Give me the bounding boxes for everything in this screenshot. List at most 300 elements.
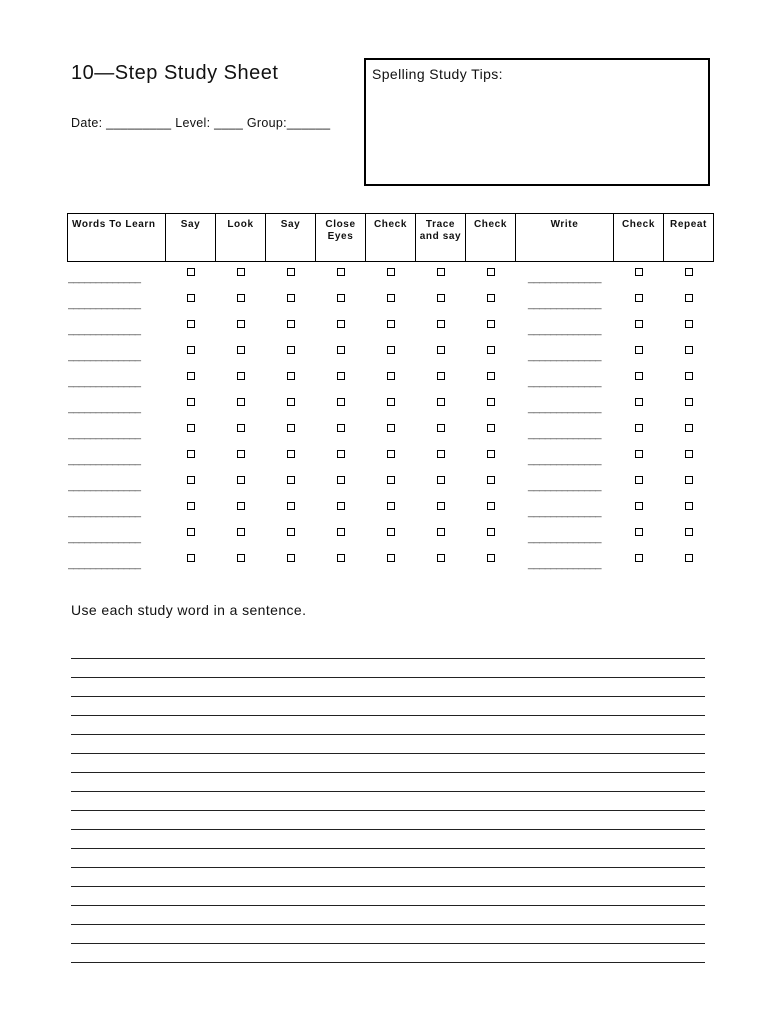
checkbox[interactable] [437,320,445,328]
table-row [68,288,714,314]
sentence-line[interactable] [71,811,705,830]
checkbox[interactable] [337,554,345,562]
checkbox[interactable] [337,450,345,458]
sentence-line[interactable] [71,697,705,716]
write-blank[interactable]: _____________ [527,402,602,414]
header-repeat: Repeat [664,214,714,262]
table-cell [664,366,714,392]
checkbox[interactable] [237,476,245,484]
word-blank[interactable]: _____________ [67,532,141,544]
checkbox[interactable] [187,554,195,562]
table-cell [516,340,614,366]
page-title: 10—Step Study Sheet [71,62,279,84]
sentence-line[interactable] [71,659,705,678]
checkbox[interactable] [287,476,295,484]
sentence-prompt: Use each study word in a sentence. [71,602,307,618]
study-table-body [68,262,714,575]
checkbox[interactable] [387,294,395,302]
table-cell [366,444,416,470]
word-blank[interactable]: _____________ [67,298,141,310]
checkbox[interactable] [237,268,245,276]
sentence-line[interactable] [71,887,705,906]
checkbox[interactable] [237,320,245,328]
checkbox[interactable] [287,528,295,536]
table-cell [416,288,466,314]
table-cell [516,366,614,392]
checkbox[interactable] [635,320,643,328]
table-cell [416,392,466,418]
checkbox[interactable] [685,554,693,562]
checkbox[interactable] [187,424,195,432]
sentence-line[interactable] [71,944,705,963]
checkbox[interactable] [237,554,245,562]
table-cell [166,340,216,366]
word-blank[interactable]: _____________ [67,506,141,518]
checkbox[interactable] [685,398,693,406]
table-cell [416,548,466,574]
table-cell [266,418,316,444]
table-cell [516,288,614,314]
checkbox[interactable] [437,268,445,276]
table-cell [416,496,466,522]
table-cell [266,470,316,496]
table-cell [166,548,216,574]
table-cell [466,314,516,340]
table-cell [366,314,416,340]
table-cell [316,262,366,289]
table-cell [466,366,516,392]
table-row [68,340,714,366]
table-row [68,392,714,418]
checkbox[interactable] [635,268,643,276]
table-row [68,522,714,548]
checkbox[interactable] [187,476,195,484]
table-cell [216,288,266,314]
sentence-line[interactable] [71,849,705,868]
checkbox[interactable] [387,450,395,458]
table-row [68,470,714,496]
sentence-line[interactable] [71,868,705,887]
table-cell [266,288,316,314]
table-cell [516,496,614,522]
table-row [68,314,714,340]
checkbox[interactable] [337,320,345,328]
word-blank[interactable]: _____________ [67,376,141,388]
checkbox[interactable] [237,424,245,432]
table-row [68,496,714,522]
header-say-2: Say [266,214,316,262]
write-blank[interactable]: _____________ [527,506,602,518]
word-blank[interactable]: _____________ [67,454,141,466]
table-cell [614,418,664,444]
sentence-line[interactable] [71,640,705,659]
checkbox[interactable] [685,502,693,510]
header-words-to-learn: Words To Learn [68,214,166,262]
table-row [68,548,714,574]
word-blank[interactable]: _____________ [67,324,141,336]
table-cell [216,444,266,470]
checkbox[interactable] [337,528,345,536]
checkbox[interactable] [635,372,643,380]
checkbox[interactable] [437,476,445,484]
table-cell [614,522,664,548]
table-cell [466,262,516,289]
study-table [67,213,714,574]
table-cell [216,470,266,496]
checkbox[interactable] [287,424,295,432]
table-cell [266,340,316,366]
checkbox[interactable] [487,294,495,302]
table-cell [266,262,316,289]
table-cell [614,262,664,289]
table-row [68,418,714,444]
table-cell [316,548,366,574]
table-cell [316,496,366,522]
spelling-tips-box [364,58,710,186]
table-cell [516,444,614,470]
header-check-3: Check [614,214,664,262]
checkbox[interactable] [437,502,445,510]
table-cell [466,392,516,418]
table-cell [68,444,166,470]
checkbox[interactable] [487,424,495,432]
write-blank[interactable]: _____________ [527,376,602,388]
checkbox[interactable] [437,554,445,562]
table-cell [316,470,366,496]
table-cell [416,314,466,340]
table-cell [416,444,466,470]
table-cell [416,470,466,496]
table-cell [216,522,266,548]
header-check: Check [366,214,416,262]
table-cell [466,496,516,522]
header-trace-and-say: Trace and say [416,214,466,262]
checkbox[interactable] [237,450,245,458]
table-cell [266,392,316,418]
table-cell [68,314,166,340]
checkbox[interactable] [287,502,295,510]
checkbox[interactable] [635,476,643,484]
sentence-line[interactable] [71,716,705,735]
checkbox[interactable] [287,372,295,380]
checkbox[interactable] [237,372,245,380]
checkbox[interactable] [187,502,195,510]
table-cell [266,366,316,392]
checkbox[interactable] [387,554,395,562]
table-cell [68,548,166,574]
checkbox[interactable] [635,398,643,406]
table-cell [166,470,216,496]
checkbox[interactable] [387,528,395,536]
table-cell [166,444,216,470]
table-cell [68,470,166,496]
table-cell [664,470,714,496]
word-blank[interactable]: _____________ [67,428,141,440]
table-cell [664,522,714,548]
table-header-row [68,214,714,262]
header-write: Write [516,214,614,262]
checkbox[interactable] [487,554,495,562]
checkbox[interactable] [287,320,295,328]
checkbox[interactable] [237,398,245,406]
table-cell [166,366,216,392]
table-cell [466,340,516,366]
table-cell [68,418,166,444]
checkbox[interactable] [387,398,395,406]
checkbox[interactable] [337,294,345,302]
table-cell [316,522,366,548]
write-blank[interactable]: _____________ [527,350,602,362]
checkbox[interactable] [287,294,295,302]
checkbox[interactable] [337,268,345,276]
table-cell [366,340,416,366]
write-blank[interactable]: _____________ [527,324,602,336]
checkbox[interactable] [635,554,643,562]
sentence-line[interactable] [71,906,705,925]
checkbox[interactable] [635,450,643,458]
checkbox[interactable] [387,320,395,328]
table-cell [266,548,316,574]
table-cell [664,314,714,340]
table-cell [516,522,614,548]
checkbox[interactable] [387,502,395,510]
write-blank[interactable]: _____________ [527,428,602,440]
table-cell [166,262,216,289]
word-blank[interactable]: _____________ [67,402,141,414]
checkbox[interactable] [635,528,643,536]
checkbox[interactable] [487,528,495,536]
checkbox[interactable] [487,476,495,484]
table-cell [366,288,416,314]
table-cell [416,418,466,444]
write-blank[interactable]: _____________ [527,454,602,466]
table-cell [614,392,664,418]
word-blank[interactable]: _____________ [67,480,141,492]
checkbox[interactable] [685,346,693,354]
checkbox[interactable] [187,268,195,276]
checkbox[interactable] [287,450,295,458]
table-cell [366,496,416,522]
checkbox[interactable] [437,398,445,406]
table-cell [366,366,416,392]
table-cell [266,444,316,470]
checkbox[interactable] [487,450,495,458]
table-cell [68,392,166,418]
checkbox[interactable] [187,320,195,328]
header-look: Look [216,214,266,262]
table-cell [216,340,266,366]
word-blank[interactable]: _____________ [67,272,141,284]
table-cell [266,314,316,340]
checkbox[interactable] [685,320,693,328]
sentence-line[interactable] [71,754,705,773]
table-cell [316,392,366,418]
table-cell [266,496,316,522]
table-cell [664,288,714,314]
table-cell [614,470,664,496]
checkbox[interactable] [187,528,195,536]
checkbox[interactable] [437,424,445,432]
table-cell [664,418,714,444]
checkbox[interactable] [237,294,245,302]
checkbox[interactable] [487,502,495,510]
checkbox[interactable] [387,372,395,380]
checkbox[interactable] [187,398,195,406]
checkbox[interactable] [287,346,295,354]
table-cell [68,288,166,314]
table-row [68,366,714,392]
checkbox[interactable] [685,450,693,458]
checkbox[interactable] [635,346,643,354]
header-say: Say [166,214,216,262]
checkbox[interactable] [237,346,245,354]
table-cell [664,444,714,470]
table-cell [166,288,216,314]
write-blank[interactable]: _____________ [527,532,602,544]
checkbox[interactable] [437,294,445,302]
table-cell [316,366,366,392]
checkbox[interactable] [685,268,693,276]
checkbox[interactable] [487,398,495,406]
table-cell [614,548,664,574]
table-cell [416,262,466,289]
table-cell [166,314,216,340]
table-cell [664,340,714,366]
table-cell [416,340,466,366]
table-cell [516,548,614,574]
table-cell [316,418,366,444]
table-cell [614,496,664,522]
table-cell [216,418,266,444]
checkbox[interactable] [437,372,445,380]
checkbox[interactable] [437,450,445,458]
table-cell [614,444,664,470]
table-cell [166,418,216,444]
sentence-line[interactable] [71,678,705,697]
checkbox[interactable] [685,424,693,432]
checkbox[interactable] [635,424,643,432]
write-blank[interactable]: _____________ [527,298,602,310]
table-cell [316,288,366,314]
table-cell [216,548,266,574]
table-cell [466,548,516,574]
table-cell [366,470,416,496]
word-blank[interactable]: _____________ [67,558,141,570]
checkbox[interactable] [337,372,345,380]
checkbox[interactable] [187,294,195,302]
checkbox[interactable] [685,476,693,484]
table-cell [614,314,664,340]
table-cell [516,392,614,418]
sentence-line[interactable] [71,925,705,944]
write-blank[interactable]: _____________ [527,558,602,570]
checkbox[interactable] [685,294,693,302]
table-cell [366,522,416,548]
checkbox[interactable] [635,294,643,302]
header-close-eyes: Close Eyes [316,214,366,262]
table-cell [216,392,266,418]
table-cell [516,314,614,340]
checkbox[interactable] [487,346,495,354]
table-cell [68,496,166,522]
checkbox[interactable] [287,398,295,406]
table-cell [316,444,366,470]
checkbox[interactable] [487,372,495,380]
table-cell [416,522,466,548]
checkbox[interactable] [337,502,345,510]
checkbox[interactable] [337,398,345,406]
checkbox[interactable] [237,528,245,536]
table-cell [466,418,516,444]
checkbox[interactable] [487,320,495,328]
table-cell [216,314,266,340]
header-check-2: Check [466,214,516,262]
table-cell [166,522,216,548]
checkbox[interactable] [685,528,693,536]
checkbox[interactable] [287,268,295,276]
table-cell [516,470,614,496]
table-cell [516,262,614,289]
checkbox[interactable] [287,554,295,562]
table-cell [516,418,614,444]
checkbox[interactable] [387,346,395,354]
write-blank[interactable]: _____________ [527,272,602,284]
table-cell [366,418,416,444]
table-cell [316,340,366,366]
checkbox[interactable] [337,346,345,354]
table-cell [664,392,714,418]
checkbox[interactable] [635,502,643,510]
table-cell [166,496,216,522]
checkbox[interactable] [337,424,345,432]
table-cell [316,314,366,340]
table-row [68,262,714,289]
table-cell [266,522,316,548]
checkbox[interactable] [387,268,395,276]
checkbox[interactable] [187,372,195,380]
checkbox[interactable] [187,346,195,354]
table-cell [216,262,266,289]
sentence-line[interactable] [71,830,705,849]
checkbox[interactable] [387,476,395,484]
checkbox[interactable] [437,528,445,536]
sentence-line[interactable] [71,773,705,792]
checkbox[interactable] [487,268,495,276]
date-level-group-line: Date: _________ Level: ____ Group:______ [71,116,331,130]
table-cell [466,470,516,496]
checkbox[interactable] [685,372,693,380]
checkbox[interactable] [187,450,195,458]
checkbox[interactable] [337,476,345,484]
checkbox[interactable] [237,502,245,510]
word-blank[interactable]: _____________ [67,350,141,362]
checkbox[interactable] [437,346,445,354]
table-cell [366,548,416,574]
table-cell [366,262,416,289]
table-cell [216,366,266,392]
table-cell [466,522,516,548]
write-blank[interactable]: _____________ [527,480,602,492]
table-cell [664,262,714,289]
sentence-line[interactable] [71,735,705,754]
table-cell [68,522,166,548]
checkbox[interactable] [387,424,395,432]
spelling-tips-title: Spelling Study Tips: [372,66,503,82]
table-cell [216,496,266,522]
table-cell [614,340,664,366]
table-cell [416,366,466,392]
sentence-line[interactable] [71,792,705,811]
